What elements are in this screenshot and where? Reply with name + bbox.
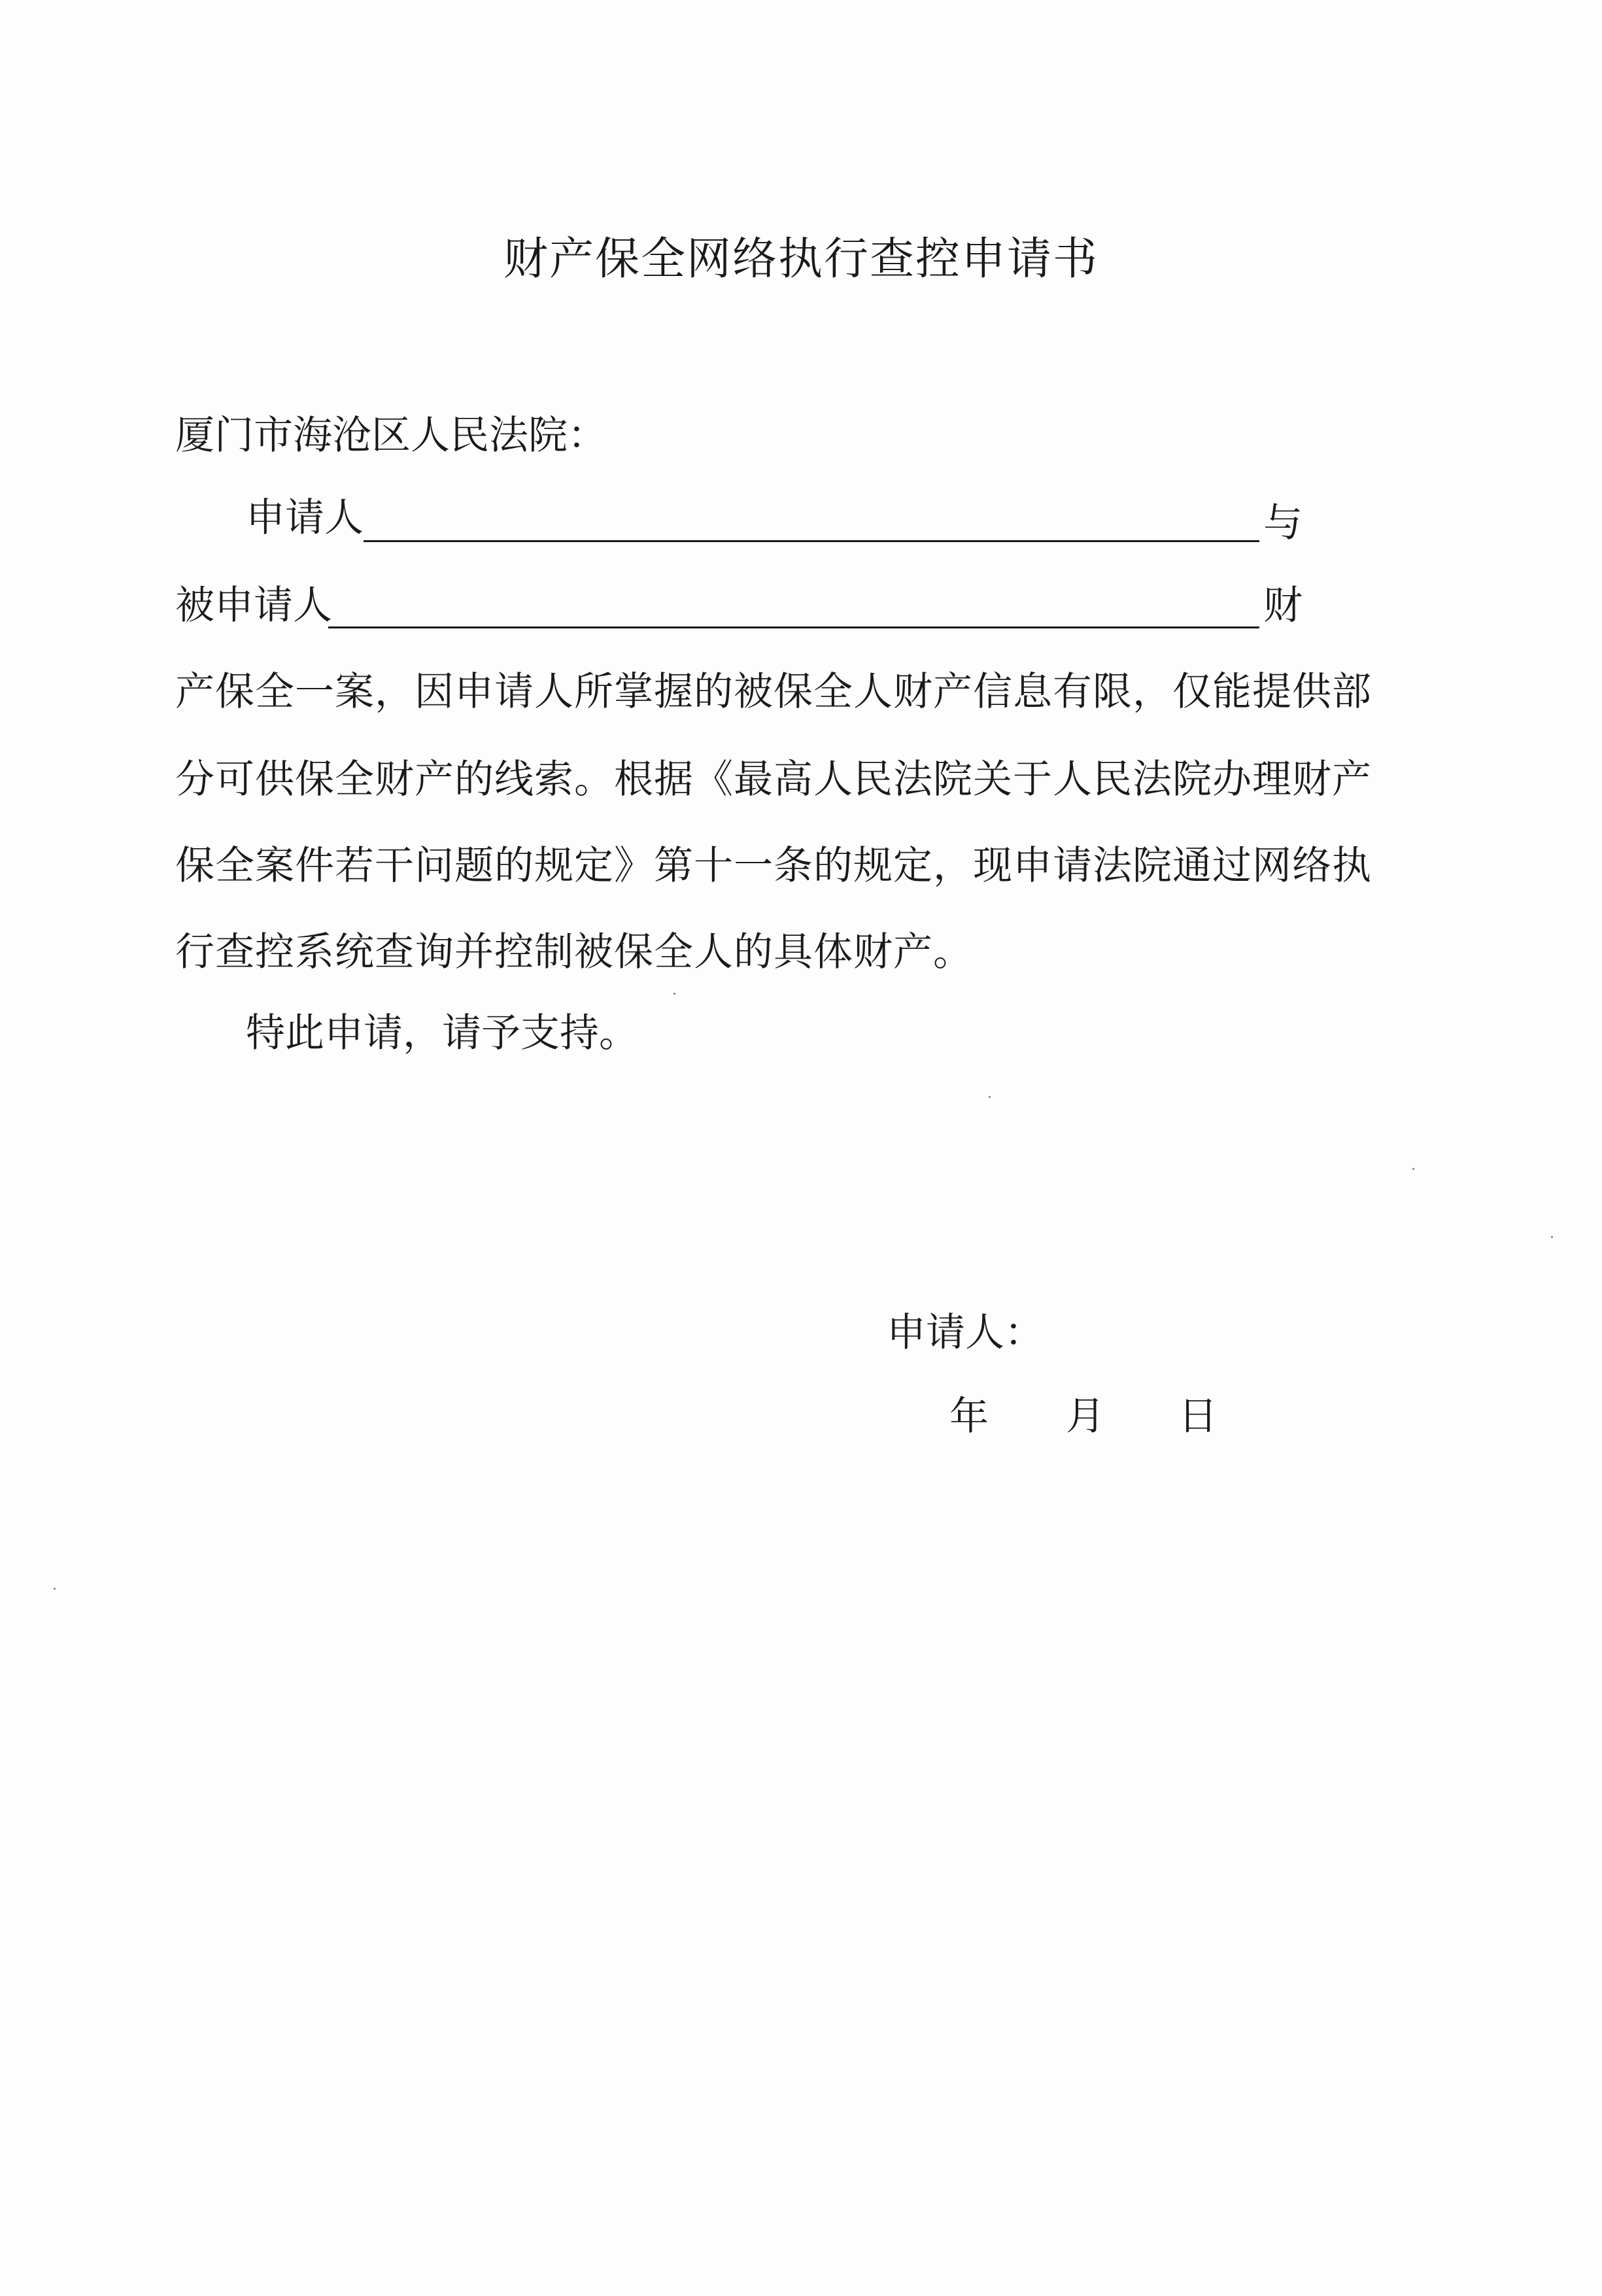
scan-speck <box>1412 1168 1414 1170</box>
closing-statement: 特此申请，请予支持。 <box>246 1010 638 1056</box>
applicant-tail: 与 <box>1263 500 1303 546</box>
scan-speck <box>54 1588 56 1590</box>
date-month-label: 月 <box>1066 1394 1105 1439</box>
scan-speck <box>989 1096 991 1098</box>
document-title: 财产保全网络执行查控申请书 <box>503 233 1099 285</box>
body-line-2: 分可供保全财产的线索。根据《最高人民法院关于人民法院办理财产 <box>175 757 1372 802</box>
scan-speck <box>673 993 675 995</box>
body-line-1: 产保全一案，因申请人所掌握的被保全人财产信息有限，仅能提供部 <box>175 669 1372 715</box>
signature-label: 申请人： <box>887 1310 1044 1356</box>
respondent-blank-line <box>328 626 1259 628</box>
body-line-4: 行查控系统查询并控制被保全人的具体财产。 <box>175 929 973 975</box>
date-year-label: 年 <box>949 1394 989 1439</box>
respondent-label: 被申请人 <box>175 583 332 628</box>
scan-speck <box>1551 1236 1553 1238</box>
body-line-3: 保全案件若干问题的规定》第十一条的规定，现申请法院通过网络执 <box>175 843 1372 889</box>
respondent-tail: 财 <box>1263 583 1303 628</box>
applicant-label: 申请人 <box>246 495 364 541</box>
applicant-blank-line <box>364 540 1259 542</box>
date-day-label: 日 <box>1178 1394 1218 1439</box>
addressee: 厦门市海沧区人民法院： <box>175 413 607 458</box>
